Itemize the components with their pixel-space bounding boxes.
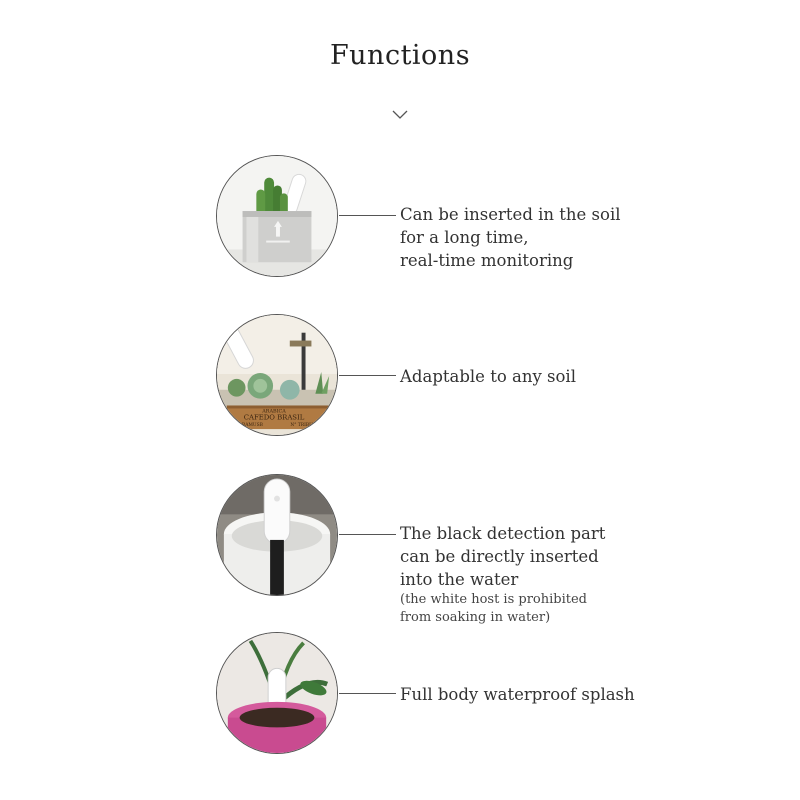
- cactus-pot-image: [216, 155, 338, 277]
- plant-pot-image: [216, 632, 338, 754]
- connector-line: [339, 375, 396, 376]
- feature-description: [400, 365, 780, 388]
- feature-description: [400, 683, 780, 706]
- feature-text-line: The black detection part: [400, 524, 606, 543]
- connector-line: [339, 693, 396, 694]
- crate-label: RAMUSB: [241, 423, 263, 429]
- connector-line: [339, 534, 396, 535]
- connector-line: [339, 215, 396, 216]
- feature-note: from soaking in water): [400, 610, 551, 625]
- feature-text-line: for a long time,: [400, 228, 529, 247]
- crate-label: N° TRIBU: [290, 423, 313, 429]
- chevron-down-icon: [391, 108, 409, 122]
- feature-text-line: into the water: [400, 570, 519, 589]
- feature-text-line: Can be inserted in the soil: [400, 205, 621, 224]
- crate-label: CAFEDO BRASIL: [243, 413, 305, 422]
- succulent-planter-image: [216, 314, 338, 436]
- feature-text-line: real-time monitoring: [400, 251, 574, 270]
- feature-description: [400, 522, 780, 627]
- page-title: Functions: [329, 40, 471, 71]
- feature-note: (the white host is prohibited: [400, 592, 588, 607]
- crate-label: ARABICA: [262, 408, 286, 415]
- feature-text-line: Adaptable to any soil: [400, 367, 576, 386]
- feature-text-line: Full body waterproof splash: [400, 685, 635, 704]
- sensor-in-water-image: [216, 474, 338, 596]
- feature-description: [400, 203, 780, 272]
- feature-text-line: can be directly inserted: [400, 547, 599, 566]
